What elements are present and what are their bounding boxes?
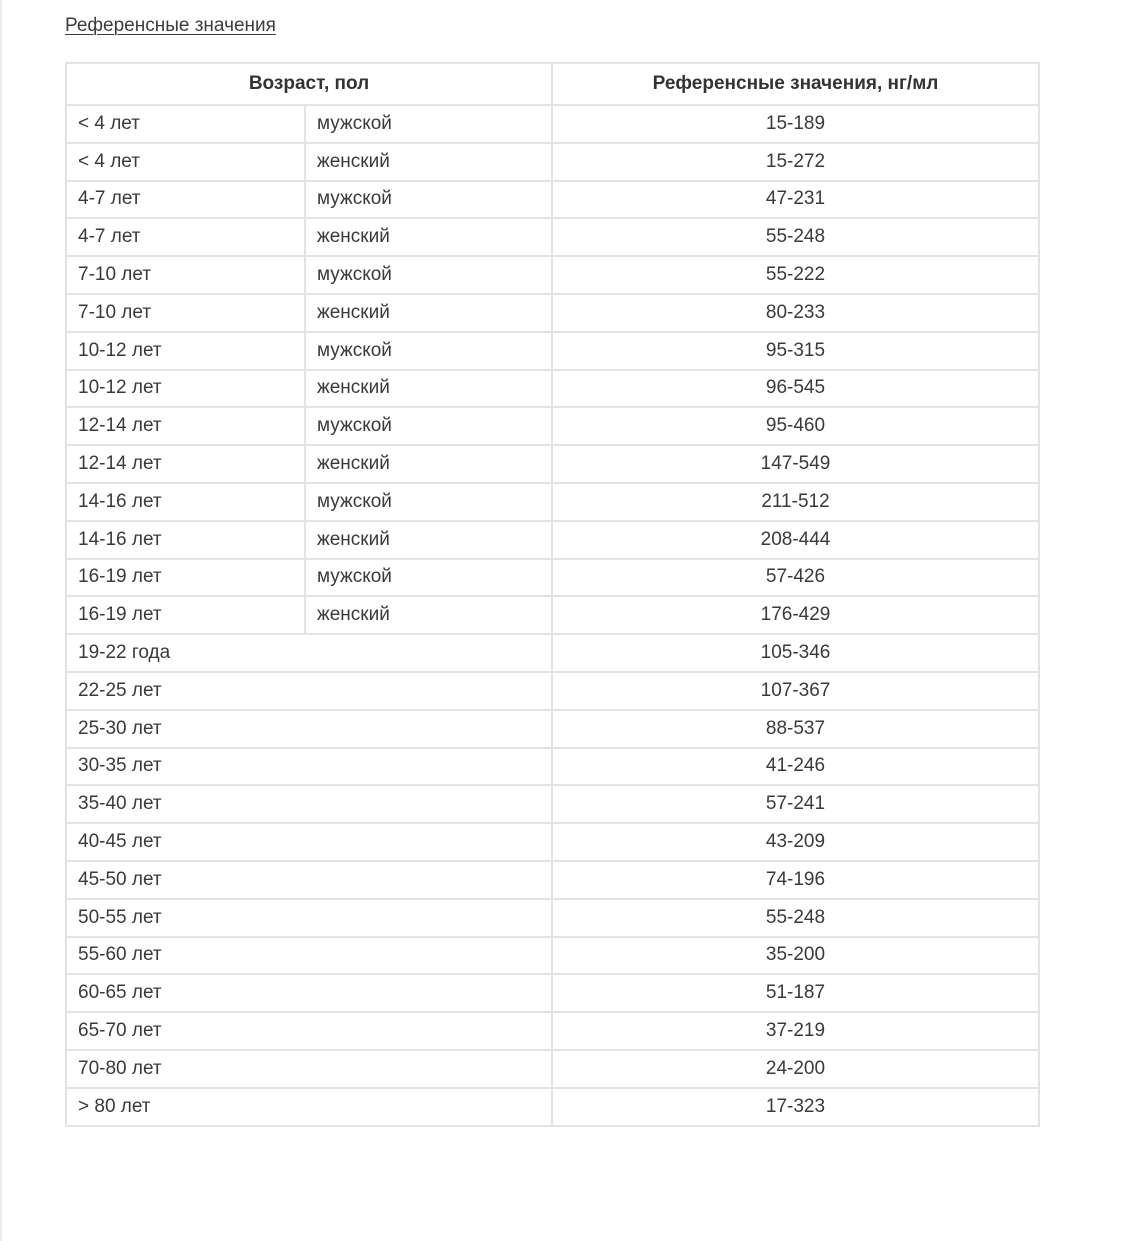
cell-age: 19-22 года: [66, 634, 552, 672]
cell-reference-value: 57-426: [552, 559, 1039, 597]
cell-reference-value: 176-429: [552, 596, 1039, 634]
cell-age: 16-19 лет: [66, 596, 305, 634]
table-row: [66, 105, 1039, 143]
cell-sex: мужской: [305, 559, 552, 597]
cell-reference-value: 15-272: [552, 143, 1039, 181]
cell-sex: мужской: [305, 407, 552, 445]
cell-reference-value: 51-187: [552, 974, 1039, 1012]
table-row: [66, 710, 1039, 748]
table-row: [66, 445, 1039, 483]
cell-reference-value: 95-315: [552, 332, 1039, 370]
cell-reference-value: 96-545: [552, 370, 1039, 408]
cell-age: 12-14 лет: [66, 445, 305, 483]
header-reference-values: Референсные значения, нг/мл: [552, 63, 1039, 105]
table-row: [66, 294, 1039, 332]
table-row: [66, 181, 1039, 219]
cell-age: 45-50 лет: [66, 861, 552, 899]
table-row: [66, 256, 1039, 294]
table-row: [66, 370, 1039, 408]
table-body: [66, 105, 1039, 1126]
cell-reference-value: 105-346: [552, 634, 1039, 672]
cell-reference-value: 41-246: [552, 748, 1039, 786]
cell-reference-value: 17-323: [552, 1088, 1039, 1126]
cell-age: > 80 лет: [66, 1088, 552, 1126]
cell-age: 7-10 лет: [66, 256, 305, 294]
cell-sex: мужской: [305, 105, 552, 143]
table-row: [66, 823, 1039, 861]
cell-reference-value: 57-241: [552, 785, 1039, 823]
table-row: [66, 899, 1039, 937]
cell-sex: женский: [305, 596, 552, 634]
table-header-row: [66, 63, 1039, 105]
table-row: [66, 672, 1039, 710]
cell-reference-value: 147-549: [552, 445, 1039, 483]
cell-age: 55-60 лет: [66, 937, 552, 975]
cell-age: 10-12 лет: [66, 370, 305, 408]
cell-age: 4-7 лет: [66, 181, 305, 219]
cell-reference-value: 80-233: [552, 294, 1039, 332]
cell-reference-value: 43-209: [552, 823, 1039, 861]
reference-values-link[interactable]: Референсные значения: [65, 15, 276, 36]
cell-sex: женский: [305, 370, 552, 408]
cell-sex: женский: [305, 294, 552, 332]
cell-age: 22-25 лет: [66, 672, 552, 710]
table-row: [66, 937, 1039, 975]
cell-reference-value: 15-189: [552, 105, 1039, 143]
cell-reference-value: 24-200: [552, 1050, 1039, 1088]
cell-age: 65-70 лет: [66, 1012, 552, 1050]
cell-age: 10-12 лет: [66, 332, 305, 370]
cell-reference-value: 47-231: [552, 181, 1039, 219]
cell-sex: мужской: [305, 181, 552, 219]
cell-age: 60-65 лет: [66, 974, 552, 1012]
cell-age: 14-16 лет: [66, 521, 305, 559]
cell-age: 12-14 лет: [66, 407, 305, 445]
table-row: [66, 407, 1039, 445]
table-row: [66, 748, 1039, 786]
cell-age: 4-7 лет: [66, 218, 305, 256]
table-row: [66, 143, 1039, 181]
cell-age: 14-16 лет: [66, 483, 305, 521]
table-row: [66, 634, 1039, 672]
cell-reference-value: 88-537: [552, 710, 1039, 748]
cell-age: < 4 лет: [66, 143, 305, 181]
table-row: [66, 521, 1039, 559]
cell-sex: женский: [305, 445, 552, 483]
cell-sex: женский: [305, 521, 552, 559]
cell-age: 25-30 лет: [66, 710, 552, 748]
cell-age: 7-10 лет: [66, 294, 305, 332]
cell-reference-value: 208-444: [552, 521, 1039, 559]
table-row: [66, 861, 1039, 899]
table-row: [66, 218, 1039, 256]
cell-sex: мужской: [305, 483, 552, 521]
cell-age: 35-40 лет: [66, 785, 552, 823]
table-row: [66, 332, 1039, 370]
cell-reference-value: 107-367: [552, 672, 1039, 710]
cell-sex: женский: [305, 143, 552, 181]
cell-age: 30-35 лет: [66, 748, 552, 786]
table-row: [66, 1012, 1039, 1050]
cell-reference-value: 55-222: [552, 256, 1039, 294]
reference-values-table: [65, 62, 1040, 1127]
table-row: [66, 596, 1039, 634]
table-row: [66, 559, 1039, 597]
cell-sex: женский: [305, 218, 552, 256]
cell-reference-value: 37-219: [552, 1012, 1039, 1050]
cell-reference-value: 35-200: [552, 937, 1039, 975]
cell-reference-value: 95-460: [552, 407, 1039, 445]
cell-sex: мужской: [305, 256, 552, 294]
table-row: [66, 974, 1039, 1012]
cell-age: 16-19 лет: [66, 559, 305, 597]
table-row: [66, 1050, 1039, 1088]
cell-age: < 4 лет: [66, 105, 305, 143]
cell-age: 40-45 лет: [66, 823, 552, 861]
cell-reference-value: 74-196: [552, 861, 1039, 899]
cell-reference-value: 55-248: [552, 899, 1039, 937]
header-age-sex: Возраст, пол: [66, 63, 552, 105]
table-row: [66, 785, 1039, 823]
cell-age: 70-80 лет: [66, 1050, 552, 1088]
table-row: [66, 1088, 1039, 1126]
cell-reference-value: 55-248: [552, 218, 1039, 256]
cell-sex: мужской: [305, 332, 552, 370]
table-row: [66, 483, 1039, 521]
cell-age: 50-55 лет: [66, 899, 552, 937]
page-edge-divider: [0, 0, 2, 1241]
cell-reference-value: 211-512: [552, 483, 1039, 521]
